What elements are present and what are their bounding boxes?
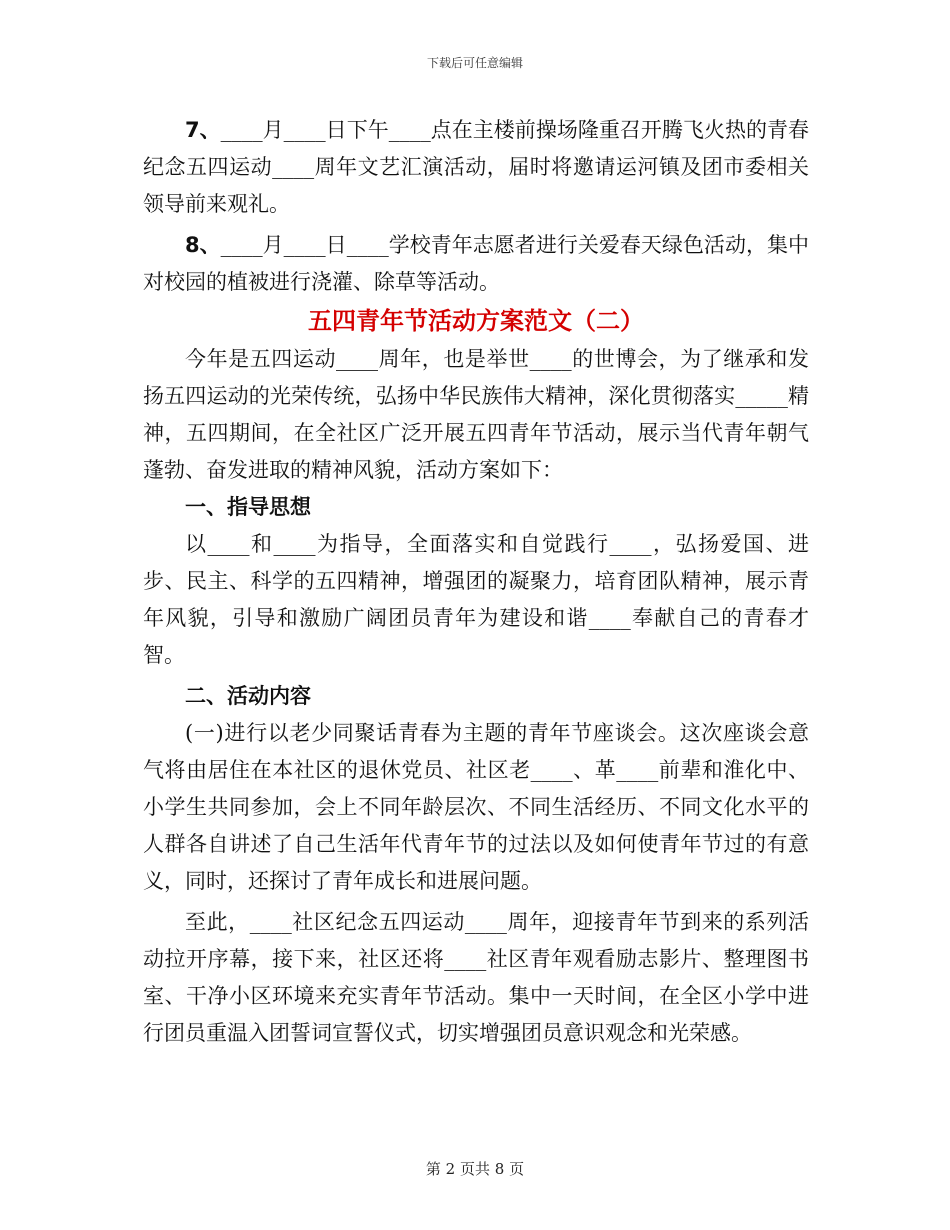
list-item-8 (143, 227, 809, 301)
content-paragraph-1: (一)进行以老少同聚话青春为主题的青年节座谈会。这次座谈会意气将由居住在本社区的退休党员、社区老____、革____前辈和淮化中、小学生共同参加，会上不同年龄层次、不同生活经历、不同文化水平的人群各自讲述了自己生活年代青年节的过法以及如何使青年节过的有意义，同时，还探讨了青年成长和进展问题。 (143, 721, 809, 893)
list-item-7 (143, 112, 809, 223)
content-paragraph-2: 至此，____社区纪念五四运动____周年，迎接青年节到来的系列活动拉开序幕，接下来，社区还将____社区青年观看励志影片、整理图书室、干净小区环境来充实青年节活动。集中一天时间，在全区小学中进行团员重温入团誓词宣誓仪式，切实增强团员意识观念和光荣感。 (143, 910, 809, 1045)
document-body (143, 112, 809, 1052)
page-header-note: 下载后可任意编辑 (426, 56, 523, 70)
page-number: 第 2 页共 8 页 (425, 1160, 525, 1178)
heading-guiding-thought: 一、指导思想 (185, 495, 311, 519)
guide-paragraph: 以____和____为指导，全面落实和自觉践行____，弘扬爱国、进步、民主、科学的五四精神，增强团的凝聚力，培育团队精神，展示青年风貌，引导和激励广阔团员青年为建设和谐____奉献自己的青春才智。 (143, 532, 809, 667)
item-text: ____月____日下午____点在主楼前操场隆重召开腾飞火热的青春纪念五四运动____周年文艺汇演活动，届时将邀请运河镇及团市委相关领导前来观礼。 (143, 118, 809, 216)
item-number: 7、 (185, 118, 221, 142)
item-number: 8、 (185, 233, 221, 257)
item-text: ____月____日____学校青年志愿者进行关爱春天绿色活动，集中对校园的植被进行浇灌、除草等活动。 (143, 233, 809, 294)
heading-activity-content: 二、活动内容 (185, 684, 311, 708)
intro-paragraph: 今年是五四运动____周年，也是举世____的世博会，为了继承和发扬五四运动的光荣传统，弘扬中华民族伟大精神，深化贯彻落实_____精神，五四期间，在全社区广泛开展五四青年节活动，展示当代青年朝气蓬勃、奋发进取的精神风貌，活动方案如下： (143, 347, 809, 482)
section-title: 五四青年节活动方案范文（二） (308, 306, 644, 335)
